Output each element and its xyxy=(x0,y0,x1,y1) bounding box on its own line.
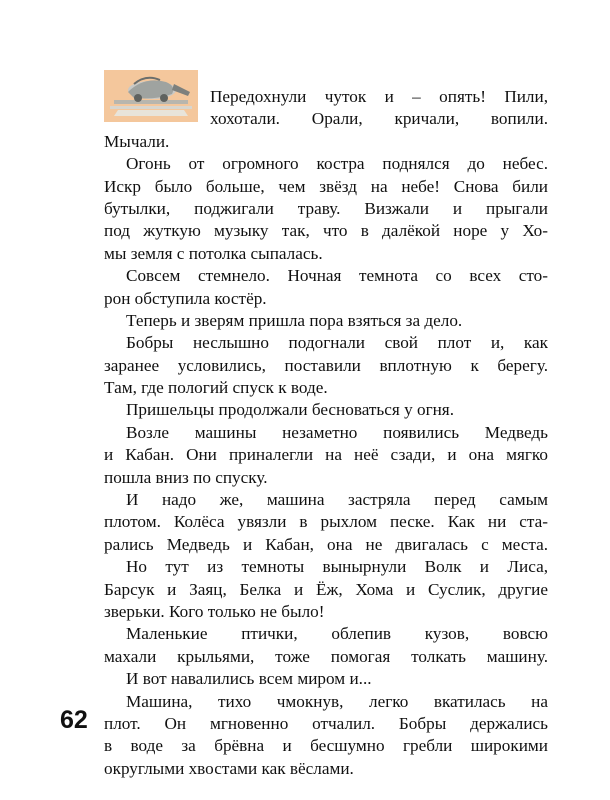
text-line: И вот навалились всем миром и... xyxy=(126,669,372,689)
text-line: плот. Он мгновенно отчалил. Бобры держались xyxy=(104,713,548,733)
text-line: Маленькие птички, облепив кузов, вовсю xyxy=(126,624,548,644)
text-line: Передохнули чуток и – опять! Пили, xyxy=(210,87,548,106)
text-line: Но тут из темноты вынырнули Волк и Лиса, xyxy=(126,557,548,577)
text-line: Барсук и Заяц, Белка и Ёж, Хома и Суслик, другие xyxy=(104,579,548,599)
text-line: пошла вниз по спуску. xyxy=(104,467,268,487)
text-line: Искр было больше, чем звёзд на небе! Снова били xyxy=(104,176,548,196)
text-line: под жуткую музыку так, что в далёкой норе у Хо- xyxy=(104,221,548,241)
text-line: И надо же, машина застряла перед самым xyxy=(126,490,548,510)
page-number: 62 xyxy=(60,706,88,734)
text-line: заранее условились, поставили вплотную к берегу. xyxy=(104,355,548,375)
text-line: Там, где пологий спуск к воде. xyxy=(104,378,328,398)
text-line: бутылки, поджигали траву. Визжали и прыгали xyxy=(104,198,548,218)
text-line: рались Медведь и Кабан, она не двигалась с места. xyxy=(104,534,548,554)
text-line: в воде за брёвна и бесшумно гребли широкими xyxy=(104,736,548,756)
text-line: хохотали. Орали, кричали, вопили. xyxy=(210,109,548,129)
text-line: Машина, тихо чмокнув, легко вкатилась на xyxy=(126,691,548,711)
text-line: Совсем стемнело. Ночная темнота со всех сто- xyxy=(126,266,548,286)
text-line: Теперь и зверям пришла пора взяться за дело. xyxy=(126,310,463,330)
text-line: плотом. Колёса увязли в рыхлом песке. Как ни ста- xyxy=(104,512,548,532)
text-line: Мычали. xyxy=(104,131,170,151)
text-line: Возле машины незаметно появились Медведь xyxy=(126,422,548,442)
text-line: Бобры неслышно подогнали свой плот и, как xyxy=(126,333,548,353)
text-line: и Кабан. Они приналегли на неё сзади, и она мягко xyxy=(104,445,548,465)
text-line: Пришельцы продолжали беснoваться у огня. xyxy=(126,400,455,420)
text-line: Огонь от огромного костра поднялся до небес. xyxy=(126,154,548,174)
text-line: округлыми хвостами как вёслами. xyxy=(104,758,354,778)
text-line: мы земля с потолка сыпалась. xyxy=(104,243,323,263)
text-line: зверьки. Кого только не было! xyxy=(104,601,325,621)
text-line: махали крыльями, тоже помогая толкать машину. xyxy=(104,646,548,666)
story-text xyxy=(104,86,548,780)
text-line: рон обступила костёр. xyxy=(104,288,267,308)
